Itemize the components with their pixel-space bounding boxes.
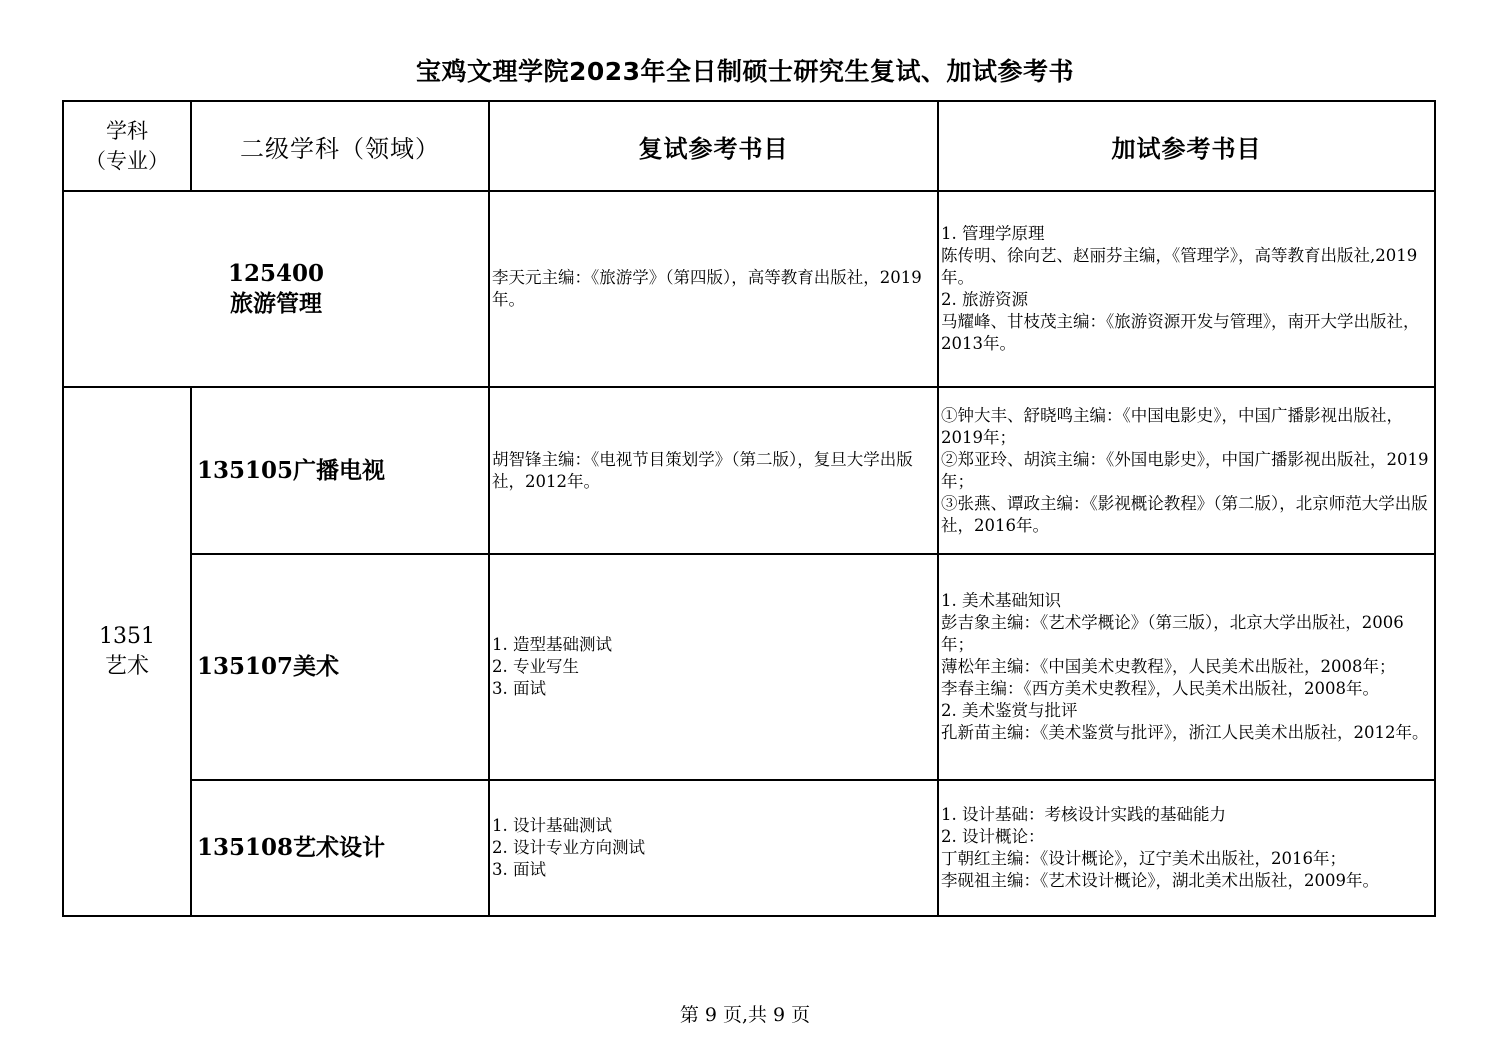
reference-books-table [62,100,1436,917]
book-line: 3. 面试 [492,679,546,698]
book-line: 2. 专业写生 [492,657,579,676]
table-row [63,780,1435,916]
retest-books-cell [489,191,938,387]
retest-books-cell [489,387,938,554]
addtest-books-cell [938,191,1435,387]
header-subject-line2: （专业） [85,149,169,173]
header-retest-books: 复试参考书目 [489,101,938,191]
table-row [63,387,1435,554]
book-line: 胡智锋主编：《电视节目策划学》（第二版），复旦大学出版社，2012年。 [492,449,913,491]
book-line: 孔新苗主编：《美术鉴赏与批评》，浙江人民美术出版社，2012年。 [941,723,1429,742]
book-line: 1. 管理学原理 [941,224,1045,243]
book-line: 薄松年主编：《中国美术史教程》，人民美术出版社，2008年； [941,657,1396,676]
page-footer: 第 9 页,共 9 页 [679,1004,811,1026]
book-line: 陈传明、徐向艺、赵丽芬主编，《管理学》，高等教育出版社,2019年。 [941,246,1418,287]
header-addtest-books: 加试参考书目 [938,101,1435,191]
field-cell-art-design: 135108艺术设计 [191,780,489,916]
subject-name: 艺术 [104,653,149,679]
book-line: 马耀峰、甘枝茂主编：《旅游资源开发与管理》，南开大学出版社，2013年。 [941,312,1420,353]
header-subject-line1: 学科 [106,119,148,143]
book-line: 1. 造型基础测试 [492,635,612,654]
retest-books-cell [489,780,938,916]
book-line: 李春主编：《西方美术史教程》，人民美术出版社，2008年。 [941,679,1379,698]
table-row [63,554,1435,780]
book-line: ③张燕、谭政主编：《影视概论教程》（第二版），北京师范大学出版社，2016年。 [941,493,1428,535]
book-line: ②郑亚玲、胡滨主编：《外国电影史》，中国广播影视出版社，2019年； [941,449,1429,491]
header-field: 二级学科（领域） [191,101,489,191]
book-line: 1. 设计基础：考核设计实践的基础能力 [941,805,1226,824]
subject-cell-art [63,387,191,916]
retest-books-cell [489,554,938,780]
book-line: 3. 面试 [492,860,546,879]
addtest-books-cell [938,780,1435,916]
addtest-books-cell [938,554,1435,780]
field-name: 旅游管理 [230,290,322,317]
subject-code: 1351 [99,623,155,649]
book-line: 1. 设计基础测试 [492,816,612,835]
book-line: ①钟大丰、舒晓鸣主编：《中国电影史》，中国广播影视出版社，2019年； [941,405,1403,447]
book-line: 李砚祖主编：《艺术设计概论》，湖北美术出版社，2009年。 [941,871,1379,890]
addtest-books-cell [938,387,1435,554]
book-line: 2. 设计专业方向测试 [492,838,645,857]
table-row [63,191,1435,387]
table-header-row [63,101,1435,191]
field-cell-broadcast: 135105广播电视 [191,387,489,554]
book-line: 1. 美术基础知识 [941,591,1061,610]
field-code: 125400 [227,260,325,287]
document-title: 宝鸡文理学院2023年全日制硕士研究生复试、加试参考书 [415,57,1075,86]
book-line: 丁朝红主编：《设计概论》，辽宁美术出版社，2016年； [941,849,1346,868]
book-line: 2. 美术鉴赏与批评 [941,701,1078,720]
book-line: 2. 设计概论： [941,827,1045,846]
header-subject [63,101,191,191]
book-line: 彭吉象主编：《艺术学概论》（第三版），北京大学出版社，2006年； [941,613,1404,654]
field-cell-fine-arts: 135107美术 [191,554,489,780]
book-line: 李天元主编：《旅游学》（第四版），高等教育出版社，2019年。 [492,268,922,309]
field-cell-tourism [63,191,489,387]
book-line: 2. 旅游资源 [941,290,1028,309]
